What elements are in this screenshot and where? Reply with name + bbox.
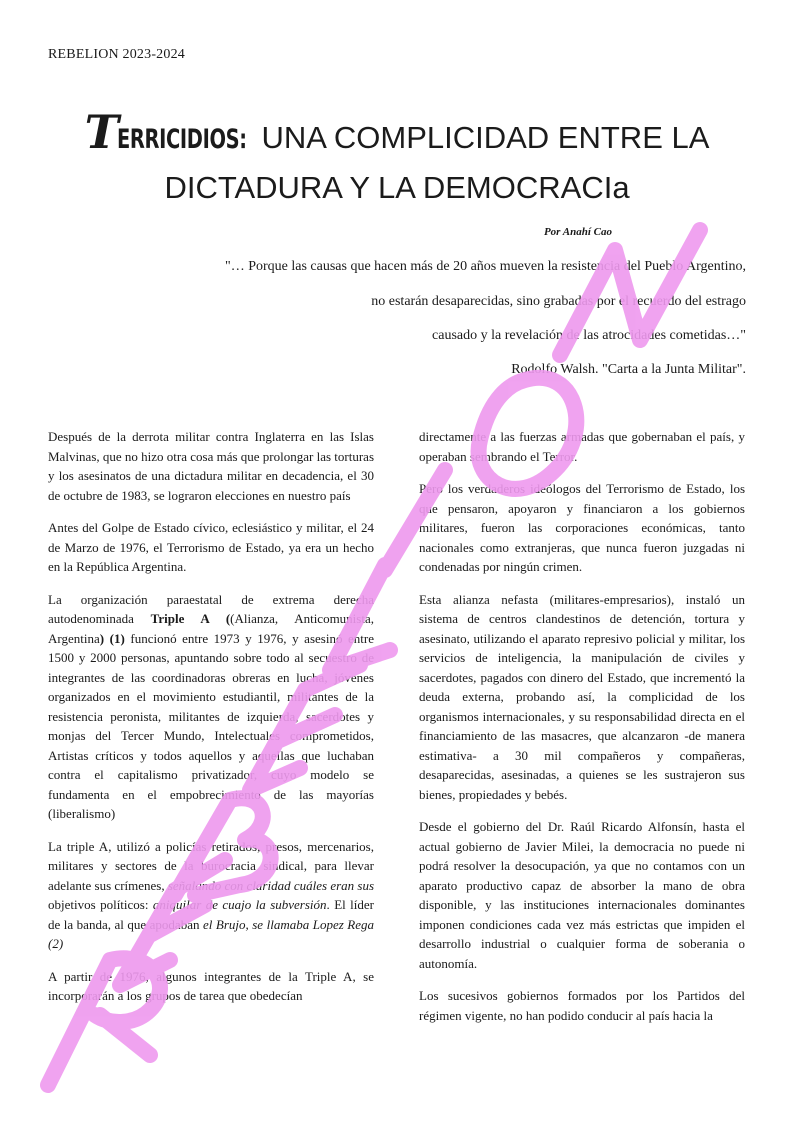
title-initial: T	[84, 105, 117, 159]
paragraph: Después de la derrota militar contra Inglaterra en las Islas Malvinas, que no hizo otra cosa más que prolongar las torturas y los asesinatos de una dictadura militar en decadencia, el 30 de octubre de 1983, se lograron elecciones en nuestro país	[48, 429, 374, 503]
right-column	[419, 427, 745, 1038]
text: objetivos políticos:	[48, 897, 153, 912]
text: La organización paraestatal de extrema derecha autodenominada	[48, 591, 374, 626]
italic-text: señalando con claridad cuáles eran sus	[167, 877, 375, 893]
paragraph: Desde el gobierno del Dr. Raúl Ricardo Alfonsín, hasta el actual gobierno de Javier Milei, la democracia no puede ni podrá resolver la desocupación, ya que no contamos con un aparato productivo capaz de absorber la mano de obra disponible, y las instituciones internacionales dominantes imponen condiciones cada vez más estrictas que impiden el desarrollo industrial o cualquier forma de soberania o autonomía.	[419, 819, 745, 971]
italic-text: aniquilar de cuajo la subversión	[152, 897, 327, 912]
byline: Por Anahí Cao	[543, 226, 612, 238]
text: La triple A, utilizó a policías retirados, presos, mercenarios, militares y sectores de la burocracia sindical, para llevar adelante sus crímenes,	[48, 838, 374, 893]
paragraph	[48, 837, 374, 954]
article-title-line-1	[40, 105, 754, 159]
epigraph-attribution: Rodolfo Walsh. "Carta a la Junta Militar".	[511, 362, 746, 377]
title-line-1-rest: UNA COMPLICIDAD ENTRE LA	[252, 120, 710, 155]
epigraph-line-1: "… Porque las causas que hacen más de 20 años mueven la resistencia del Pueblo Argentino,	[225, 259, 746, 274]
paragraph: Esta alianza nefasta (militares-empresarios), instaló un sistema de centros clandestinos de detención, tortura y asesinato, utilizando el aparato represivo policial y militar, los servicios de inteligencia, la manipulación de civiles y sacerdotes, pagados con dinero del Estado, que incrementó la deuda externa, probando así, la complicidad de los organismos internacionales, y su responsabilidad directa en el financiamiento de las masacres, que alcanzaron -de manera estimativa- a 30 mil compañeros y compañeras, desaparecidas, asesinadas, a quienes se les sustrajeron sus bienes, propiedades y bebés.	[419, 591, 745, 802]
italic-text: el Brujo, se llamaba Lopez Rega (2)	[48, 916, 374, 951]
bold-text: ) (1)	[99, 630, 125, 646]
header-label: REBELION 2023-2024	[48, 47, 185, 62]
paragraph: Pero los verdaderos ideólogos del Terrorismo de Estado, los que pensaron, apoyaron y financiaron a los gobiernos militares, fueron las corporaciones económicas, tanto nacionales como extranjeras, que nunca fueron juzgadas ni condenadas por ningún crimen.	[419, 481, 745, 574]
paragraph: directamente a las fuerzas armadas que gobernaban el país, y operaban sembrando el Terror.	[419, 429, 745, 464]
bold-text: Triple A (	[150, 611, 231, 626]
text: (Alianza, Anticomunista, Argentina	[48, 611, 374, 646]
paragraph: A partir de 1976, algunos integrantes de la Triple A, se incorporarán a los grupos de tarea que obedecían	[48, 968, 374, 1003]
paragraph: Antes del Golpe de Estado cívico, eclesiástico y militar, el 24 de Marzo de 1976, el Terrorismo de Estado, ya era un hecho en la República Argentina.	[48, 520, 374, 574]
title-decorative-word: ERRICIDIOS:	[116, 124, 247, 155]
text: funcionó entre 1973 y 1976, y asesinó entre 1500 y 2000 personas, apuntando sobre todo al secuestro de integrantes de las coordinadoras obreras en lucha, jóvenes organizados en el movimiento estudiantil, militantes de la resistencia peronista, militantes de izquierda, sacerdotes y monjas del Tercer Mundo, Intelectuales comprometidos, Artistas críticos y todos aquellos y aquellas que luchaban contra el capitalismo privatizador, cuyo modelo se fundamenta en el empobrecimiento de las mayorías (liberalismo)	[48, 630, 374, 821]
paragraph: Los sucesivos gobiernos formados por los Partidos del régimen vigente, no han podido conducir al país hacia la	[419, 988, 745, 1023]
text: . El líder de la banda, al que apodaban	[48, 897, 374, 932]
epigraph-line-3: causado y la revelación de las atrocidades cometidas…"	[432, 328, 746, 343]
epigraph-line-2: no estarán desaparecidas, sino grabadas por el recuerdo del estrago	[371, 294, 746, 309]
left-column	[48, 427, 374, 1019]
paragraph	[48, 590, 374, 824]
article-title-line-2: DICTADURA Y LA DEMOCRACIa	[164, 170, 630, 205]
